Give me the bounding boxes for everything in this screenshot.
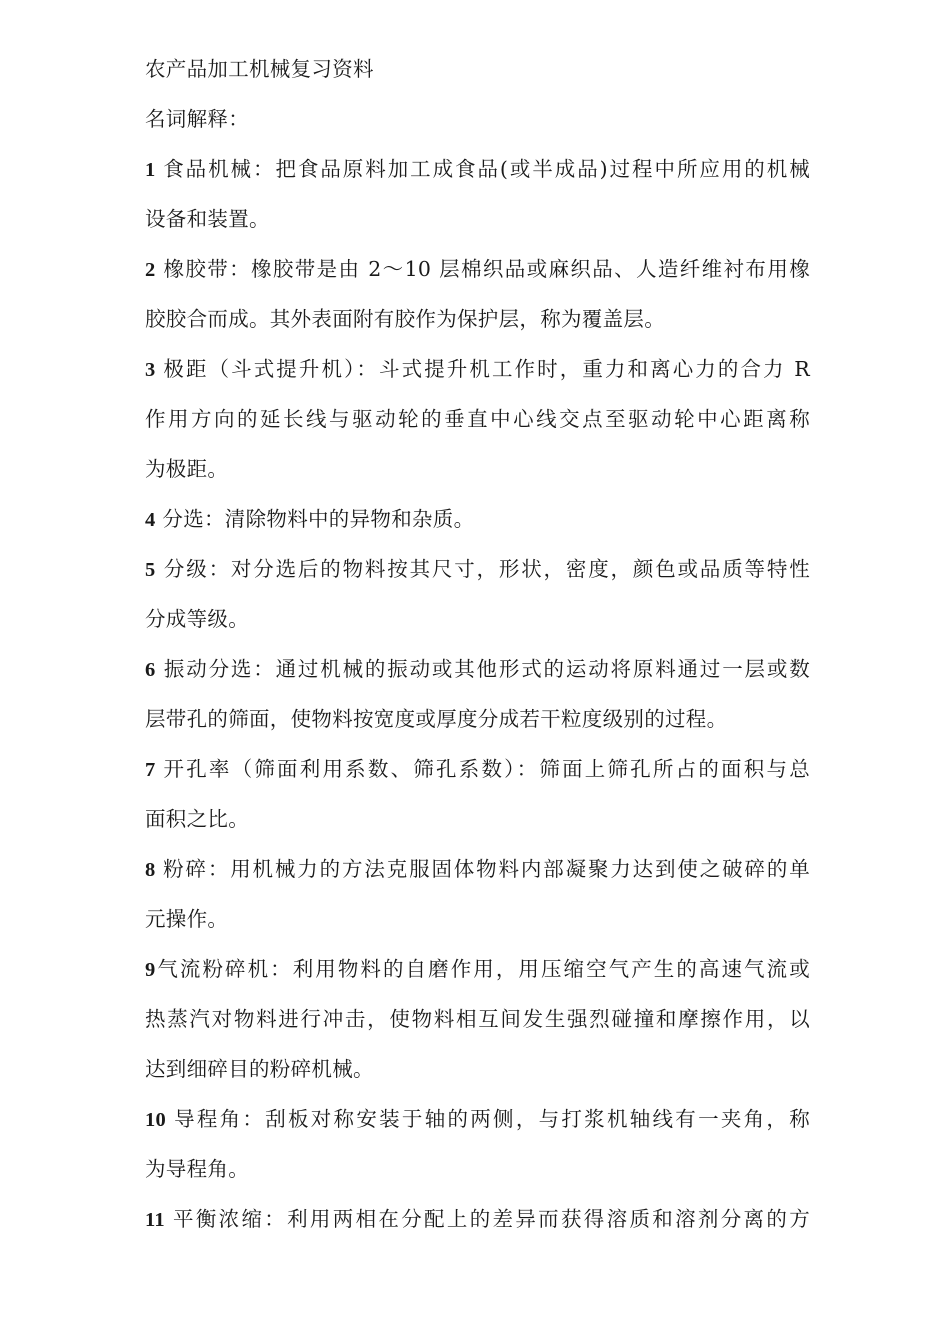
- entry-10-line-2: 为导程角。: [145, 1157, 249, 1181]
- document-title: 农产品加工机械复习资料: [145, 57, 374, 81]
- entry-number: 10: [145, 1109, 167, 1131]
- entry-8-line-2: 元操作。: [145, 907, 229, 931]
- entry-number: 6: [145, 659, 156, 681]
- entry-3-line-1: [145, 344, 810, 394]
- entry-text: 极距（斗式提升机）：斗式提升机工作时，重力和离心力的合力 R: [161, 357, 810, 381]
- entry-number: 11: [145, 1209, 165, 1231]
- entry-5-line-1: [145, 544, 810, 594]
- entry-number: 2: [145, 259, 156, 281]
- section-heading: 名词解释：: [145, 107, 249, 131]
- entry-1-line-2: 设备和装置。: [145, 207, 270, 231]
- entry-9-line-1: [145, 944, 810, 994]
- entry-3-line-2: 作用方向的延长线与驱动轮的垂直中心线交点至驱动轮中心距离称: [145, 407, 810, 431]
- entry-7-line-1: [145, 744, 810, 794]
- entry-text: 开孔率（筛面利用系数、筛孔系数）：筛面上筛孔所占的面积与总: [161, 757, 810, 781]
- entry-6-line-2: 层带孔的筛面，使物料按宽度或厚度分成若干粒度级别的过程。: [145, 707, 728, 731]
- entry-text: 食品机械：把食品原料加工成食品(或半成品)过程中所应用的机械: [161, 157, 810, 181]
- entry-1-line-1: [145, 144, 810, 194]
- entry-2-line-2: 胶胶合而成。其外表面附有胶作为保护层，称为覆盖层。: [145, 307, 665, 331]
- entry-3-line-3: 为极距。: [145, 457, 229, 481]
- entry-10-line-1: [145, 1094, 810, 1144]
- entry-number: 1: [145, 159, 156, 181]
- entry-9-line-3: 达到细碎目的粉碎机械。: [145, 1057, 374, 1081]
- entry-number: 7: [145, 759, 156, 781]
- entry-6-line-1: [145, 644, 810, 694]
- entry-text: 气流粉碎机：利用物料的自磨作用，用压缩空气产生的高速气流或: [155, 957, 810, 981]
- entry-number: 5: [145, 559, 156, 581]
- document-page: [145, 44, 810, 1244]
- entry-number: 4: [145, 509, 156, 531]
- entry-text: 振动分选：通过机械的振动或其他形式的运动将原料通过一层或数: [163, 657, 810, 681]
- entry-text: 粉碎：用机械力的方法克服固体物料内部凝聚力达到使之破碎的单: [161, 857, 810, 881]
- entry-number: 3: [145, 359, 156, 381]
- entry-number: 9: [145, 959, 156, 981]
- entry-text: 橡胶带：橡胶带是由 2～10 层棉织品或麻织品、人造纤维衬布用橡: [163, 257, 810, 281]
- entry-text: 导程角：刮板对称安装于轴的两侧，与打浆机轴线有一夹角，称: [172, 1107, 810, 1131]
- entry-text: 分级：对分选后的物料按其尺寸，形状，密度，颜色或品质等特性: [163, 557, 810, 581]
- entry-5-line-2: 分成等级。: [145, 607, 249, 631]
- entry-7-line-2: 面积之比。: [145, 807, 249, 831]
- entry-4-line-1: [145, 494, 810, 544]
- entry-9-line-2: 热蒸汽对物料进行冲击，使物料相互间发生强烈碰撞和摩擦作用，以: [145, 1007, 810, 1031]
- entry-number: 8: [145, 859, 156, 881]
- entry-text: 平衡浓缩：利用两相在分配上的差异而获得溶质和溶剂分离的方: [170, 1207, 810, 1231]
- entry-2-line-1: [145, 244, 810, 294]
- entry-8-line-1: [145, 844, 810, 894]
- entry-text: 分选：清除物料中的异物和杂质。: [162, 507, 475, 531]
- entry-11-line-1: [145, 1194, 810, 1244]
